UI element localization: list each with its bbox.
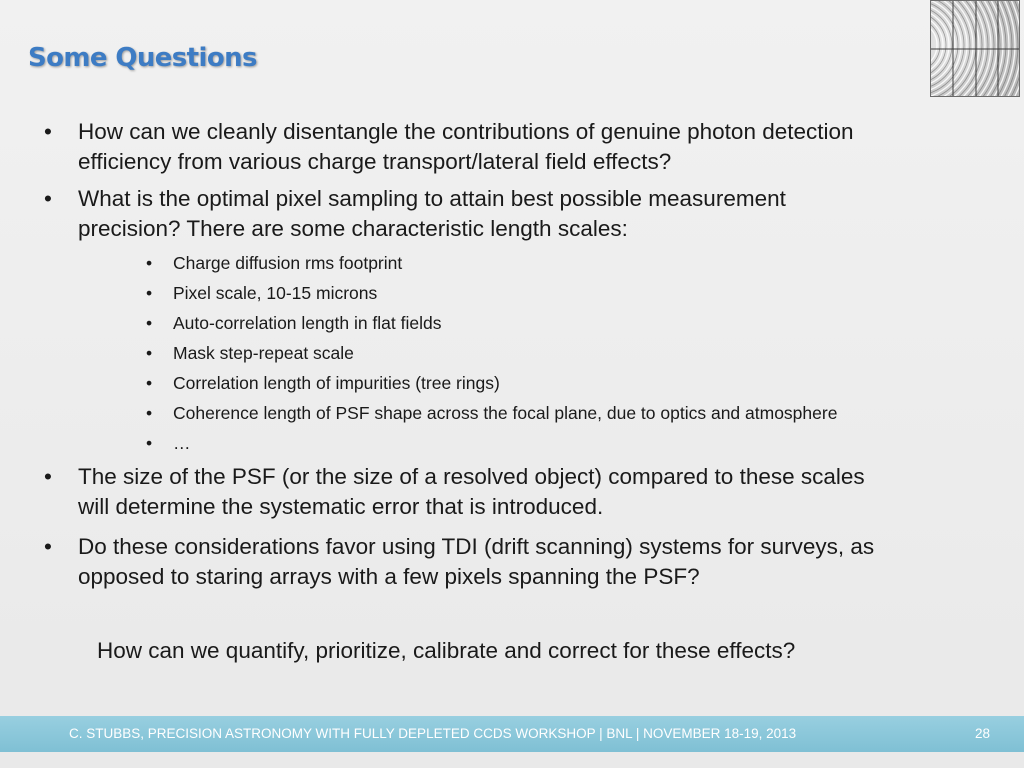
- bullet-marker: •: [44, 464, 52, 489]
- sub-bullet-text: Charge diffusion rms footprint: [173, 253, 403, 273]
- sub-bullet-text: Mask step-repeat scale: [173, 343, 354, 363]
- sub-bullet-text: …: [173, 433, 191, 453]
- bullet-marker: •: [44, 534, 52, 559]
- footer-bar: [0, 716, 1024, 752]
- sub-bullet-marker: •: [146, 373, 153, 393]
- slide-title: Some Questions: [28, 43, 257, 73]
- bullet-text: What is the optimal pixel sampling to attain best possible measurement precision? There are some characteristic length scales:: [78, 186, 786, 241]
- sub-bullet-marker: •: [146, 253, 153, 273]
- bullet-marker: •: [44, 186, 52, 211]
- bullet-item: [44, 532, 994, 592]
- sub-bullet-marker: •: [146, 343, 153, 363]
- bullet-item: [44, 184, 994, 244]
- sub-bullet-marker: •: [146, 283, 153, 303]
- bullet-text: How can we cleanly disentangle the contributions of genuine photon detection efficiency from various charge transport/lateral field effects?: [78, 119, 854, 174]
- sub-bullet-marker: •: [146, 403, 153, 423]
- page-number: 28: [974, 726, 990, 741]
- bullet-text: The size of the PSF (or the size of a resolved object) compared to these scales will determine the systematic error that is introduced.: [78, 464, 865, 519]
- bullet-text: Do these considerations favor using TDI (drift scanning) systems for surveys, as opposed to staring arrays with a few pixels spanning the PSF?: [78, 534, 875, 589]
- sub-bullet-text: Correlation length of impurities (tree rings): [173, 373, 500, 393]
- sub-bullet-text: Pixel scale, 10-15 microns: [173, 283, 378, 303]
- bullet-marker: •: [44, 119, 52, 144]
- bullet-item: [44, 462, 994, 522]
- sub-bullet-marker: •: [146, 313, 153, 333]
- sub-bullet-marker: •: [146, 433, 153, 453]
- tree-ring-pattern-icon: [931, 1, 1020, 97]
- sub-bullet-text: Auto-correlation length in flat fields: [173, 313, 442, 333]
- bullet-item: [44, 117, 994, 177]
- footer-text: C. STUBBS, PRECISION ASTRONOMY WITH FULLY DEPLETED CCDS WORKSHOP | BNL | NOVEMBER 18-19, 2013: [69, 726, 797, 741]
- sub-bullet-text: Coherence length of PSF shape across the focal plane, due to optics and atmosphere: [173, 403, 838, 423]
- tree-ring-image: [930, 0, 1020, 97]
- closing-question: How can we quantify, prioritize, calibrate and correct for these effects?: [97, 638, 796, 663]
